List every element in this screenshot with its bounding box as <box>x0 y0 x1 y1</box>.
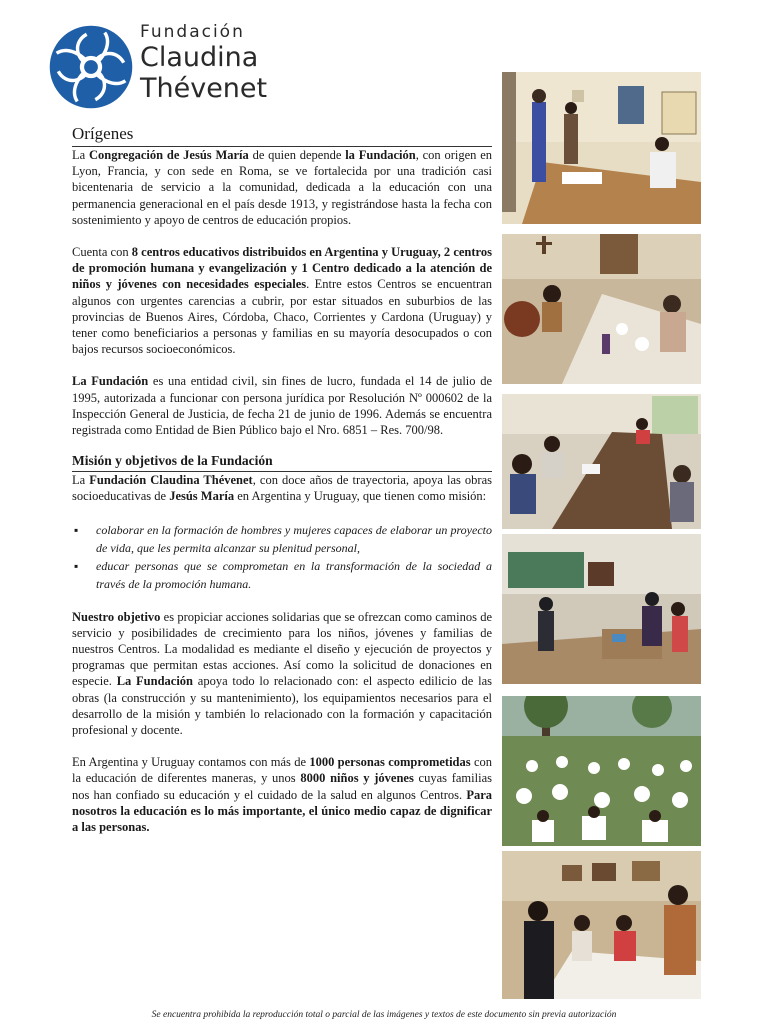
bold-run: Jesús María <box>169 489 235 504</box>
photo-classroom-meeting <box>502 72 701 224</box>
text-run: La <box>72 473 90 488</box>
foundation-name-line2: Claudina <box>140 42 259 73</box>
photo-kitchen-workshop <box>502 851 701 999</box>
text-run: es una entidad civil, sin fines de lucro, fundada el 14 de julio de 1995, autorizada a funcionar con persona jurídica por Resolución Nº 000602 de la Inspección General de Justicia, de fecha 21 de junio de 1996. Además se encuentra registrada como Entidad de Bien Público bajo el Nro. 6851 – Res. 700/98. <box>72 374 492 438</box>
copyright-notice: Se encuentra prohibida la reproducción total o parcial de las imágenes y textos de este documento sin previa autorización <box>151 1010 617 1020</box>
photo-school-classroom <box>502 534 701 684</box>
foundation-name <box>140 22 267 104</box>
bold-run: la Fundación <box>345 148 416 162</box>
bullet-icon: ▪ <box>74 522 79 537</box>
bold-run: Fundación Claudina Thévenet <box>89 473 253 488</box>
mission-paragraph-1 <box>72 472 492 504</box>
bullet-icon: ▪ <box>74 558 79 573</box>
text-run: de quien depende <box>248 148 346 162</box>
text-run: con la educación de diferentes maneras, y unos <box>72 755 492 786</box>
text-run: Cuenta con <box>72 245 132 260</box>
mission-list-item <box>72 557 492 593</box>
mission-list <box>72 521 492 593</box>
list-item-text: colaborar en la formación de hombres y mujeres capaces de elaborar un proyecto de vida, que les permita alcanzar su plenitud personal, <box>96 522 492 555</box>
text-run: es propiciar acciones solidarias que se ofrezcan como caminos de servicio y posibilidades de crecimiento para los niños, jóvenes y familias de nuestros Centros. La modalidad es mediante el diseño y ejecución de proyectos y programas que permitan estas acciones. Así como la solicitud de donaciones en especie. <box>72 609 492 689</box>
mission-list-item <box>72 521 492 557</box>
origins-paragraph-3 <box>72 373 492 438</box>
origins-heading: Orígenes <box>72 124 492 147</box>
bold-run: Para nosotros la educación es lo más importante, el único medio capaz de dignificar a las personas. <box>72 787 492 835</box>
foundation-name-line1: Fundación <box>140 22 245 42</box>
text-run: , con doce años de trayectoria, apoya las obras socioeducativas de <box>72 473 493 504</box>
text-run: , con origen en Lyon, Francia, y con sede en Roma, se ve fortalecida por una tradición casi bicentenaria de servicio a la comunidad, dedicada a la educación con una permanencia generacional en el país desde 1913, y registrándose hasta la fecha con sostenimiento y apoyo de centros de educación propios. <box>72 148 493 227</box>
people-paragraph <box>72 754 492 835</box>
mission-heading: Misión y objetivos de la Fundación <box>72 452 492 472</box>
text-run: . Entre estos Centros se encuentran algunos con urgentes carencias a cubrir, por estar situados en suburbios de las provincias de Buenos Aires, Córdoba, Chaco, Corrientes y Cardona (Uruguay) y tener como beneficiarios a personas y familias en su mayoría desocupados o con bajos recursos socioeconómicos. <box>72 277 492 357</box>
text-run: en Argentina y Uruguay, que tienen como misión: <box>234 489 487 504</box>
foundation-logo <box>48 22 288 114</box>
photo-shared-meal <box>502 234 701 384</box>
bold-run: 1000 personas comprometidas <box>309 755 471 770</box>
bold-run: Nuestro objetivo <box>72 609 161 624</box>
objective-paragraph <box>72 609 492 739</box>
origins-paragraph-1 <box>72 147 492 228</box>
pinwheel-logo-icon <box>48 24 134 110</box>
text-run: cuyas familias nos han confiado su educación y el cuidado de la salud en algunos Centros. <box>72 771 492 802</box>
bold-run: Congregación de Jesús María <box>89 148 249 162</box>
text-run: En Argentina y Uruguay contamos con más de <box>72 755 310 770</box>
photo-outdoor-gathering <box>502 696 701 846</box>
origins-paragraph-2 <box>72 244 492 357</box>
bold-run: La Fundación <box>116 674 194 689</box>
photo-children-at-tables <box>502 394 701 529</box>
foundation-name-line3: Thévenet <box>140 73 268 104</box>
bold-run: 8 centros educativos distribuidos en Argentina y Uruguay, 2 centros de promoción humana y evangelización y 1 Centro dedicado a la atención de niños y jóvenes con necesidades especiales <box>72 245 492 292</box>
bold-run: 8000 niños y jóvenes <box>300 771 414 786</box>
text-run: La <box>72 148 89 162</box>
main-text-column <box>72 124 492 835</box>
bold-run: La Fundación <box>72 374 149 389</box>
list-item-text: educar personas que se comprometan en la transformación de la sociedad a través de la promoción humana. <box>96 558 492 591</box>
text-run: apoya todo lo relacionado con: el aspecto edilicio de las obras (la construcción y su mantenimiento), los equipamientos necesarios para el desarrollo de la misión y también lo relacionado con la formación y capacitación profesional y docente. <box>72 674 492 738</box>
